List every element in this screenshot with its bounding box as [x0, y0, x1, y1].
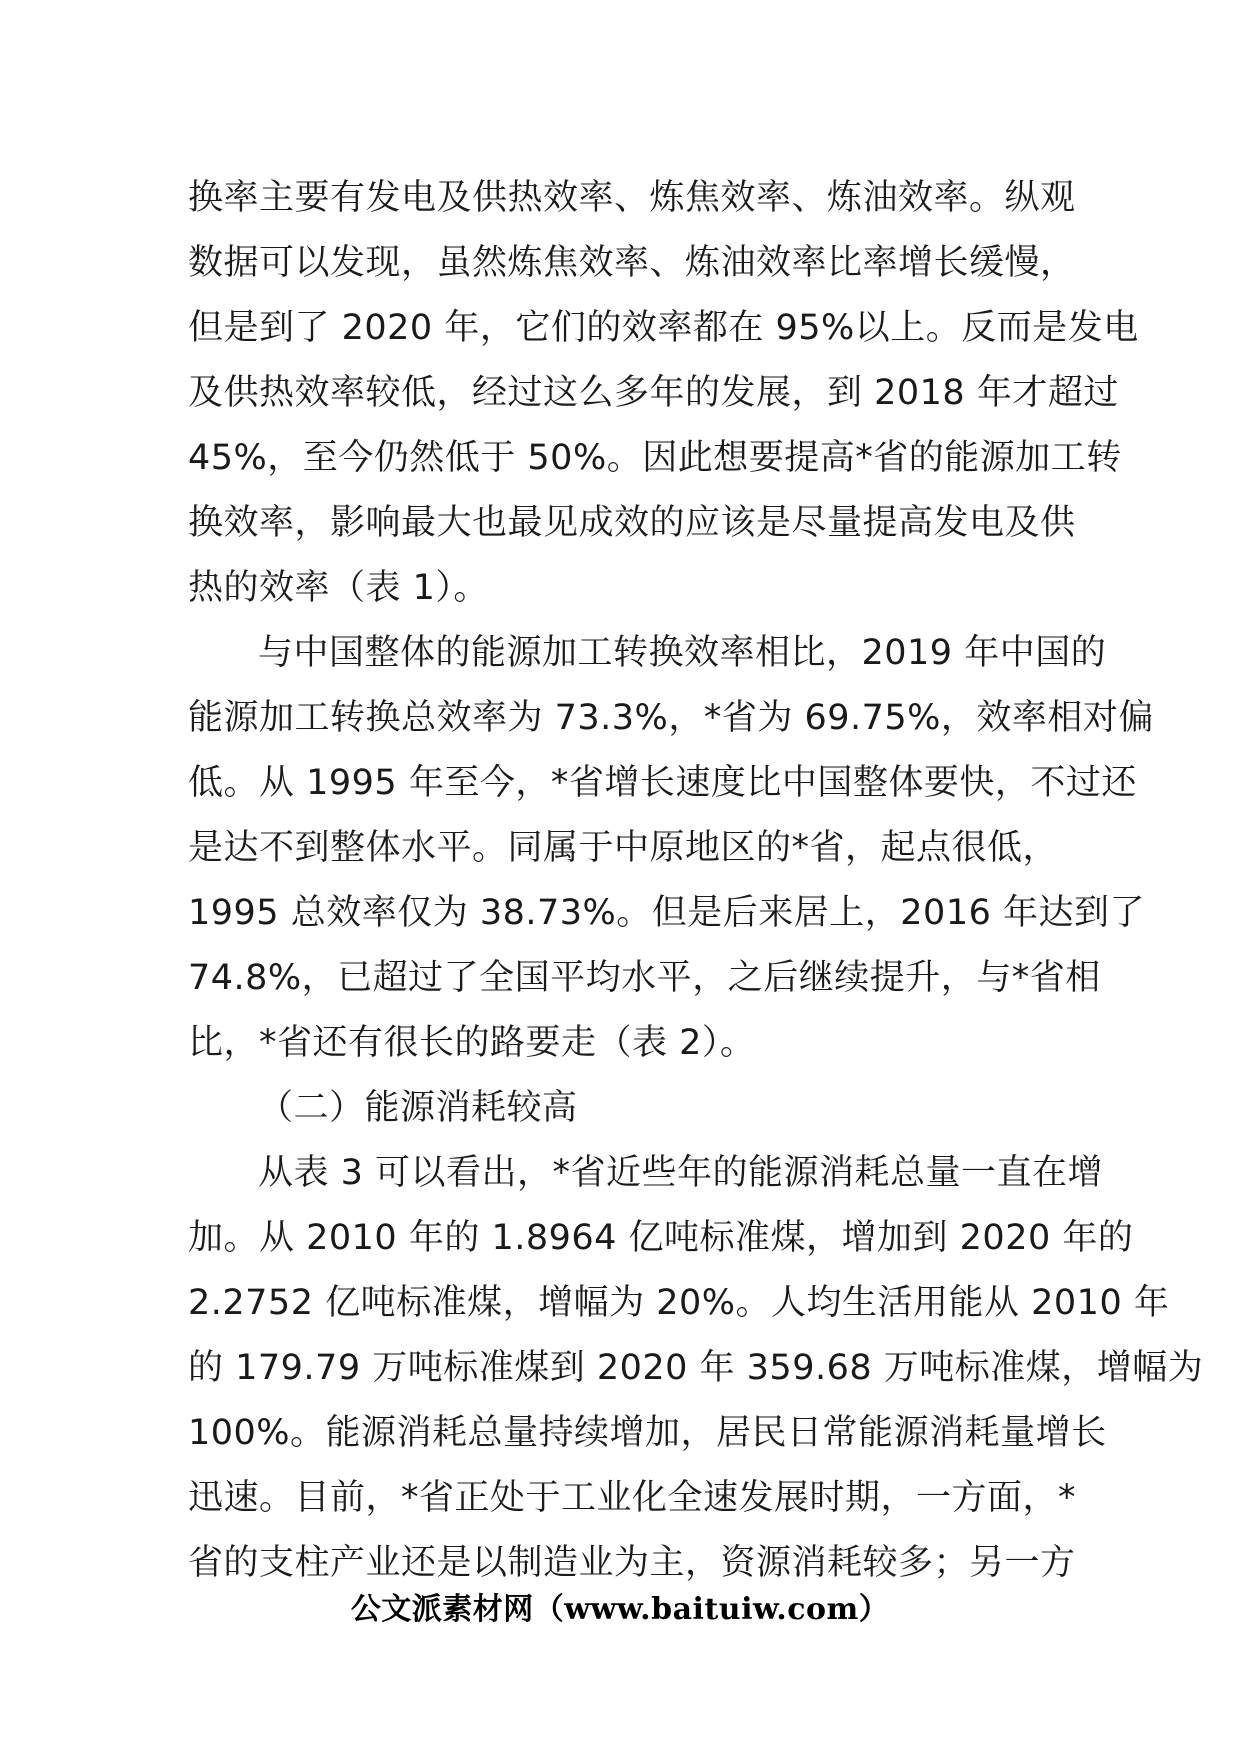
text-line: 省的支柱产业还是以制造业为主，资源消耗较多；另一方 [188, 1543, 1076, 1583]
text-line: 74.8%，已超过了全国平均水平，之后继续提升，与*省相 [188, 958, 1101, 998]
text-line: 热的效率（表 1）。 [188, 568, 489, 608]
text-line: 数据可以发现，虽然炼焦效率、炼油效率比率增长缓慢， [188, 243, 1076, 283]
text-line: 迅速。目前，*省正处于工业化全速发展时期，一方面，* [188, 1478, 1077, 1518]
text-line: 及供热效率较低，经过这么多年的发展，到 2018 年才超过 [188, 373, 1119, 413]
text-line: 换率主要有发电及供热效率、炼焦效率、炼油效率。纵观 [188, 178, 1076, 218]
text-line: 45%，至今仍然低于 50%。因此想要提高*省的能源加工转 [188, 438, 1122, 478]
text-line: 2.2752 亿吨标准煤，增幅为 20%。人均生活用能从 2010 年 [188, 1283, 1170, 1323]
text-line: 1995 总效率仅为 38.73%。但是后来居上，2016 年达到了 [188, 893, 1145, 933]
text-line: 低。从 1995 年至今，*省增长速度比中国整体要快，不过还 [188, 763, 1137, 803]
text-line: 比，*省还有很长的路要走（表 2）。 [188, 1023, 756, 1063]
text-line: 但是到了 2020 年，它们的效率都在 95%以上。反而是发电 [188, 308, 1139, 348]
document-body [188, 166, 1204, 1596]
text-line: （二）能源消耗较高 [258, 1088, 578, 1128]
footer-watermark: 公文派素材网（www.baituiw.com） [350, 1592, 890, 1627]
text-line: 能源加工转换总效率为 73.3%，*省为 69.75%，效率相对偏 [188, 698, 1154, 738]
text-line: 100%。能源消耗总量持续增加，居民日常能源消耗量增长 [188, 1413, 1107, 1453]
text-line: 从表 3 可以看出，*省近些年的能源消耗总量一直在增 [258, 1153, 1104, 1193]
text-line: 与中国整体的能源加工转换效率相比，2019 年中国的 [258, 633, 1107, 673]
text-line: 是达不到整体水平。同属于中原地区的*省，起点很低， [188, 828, 1059, 868]
text-line: 加。从 2010 年的 1.8964 亿吨标准煤，增加到 2020 年的 [188, 1218, 1134, 1258]
text-line: 换效率，影响最大也最见成效的应该是尽量提高发电及供 [188, 503, 1076, 543]
text-line: 的 179.79 万吨标准煤到 2020 年 359.68 万吨标准煤，增幅为 [188, 1348, 1204, 1388]
